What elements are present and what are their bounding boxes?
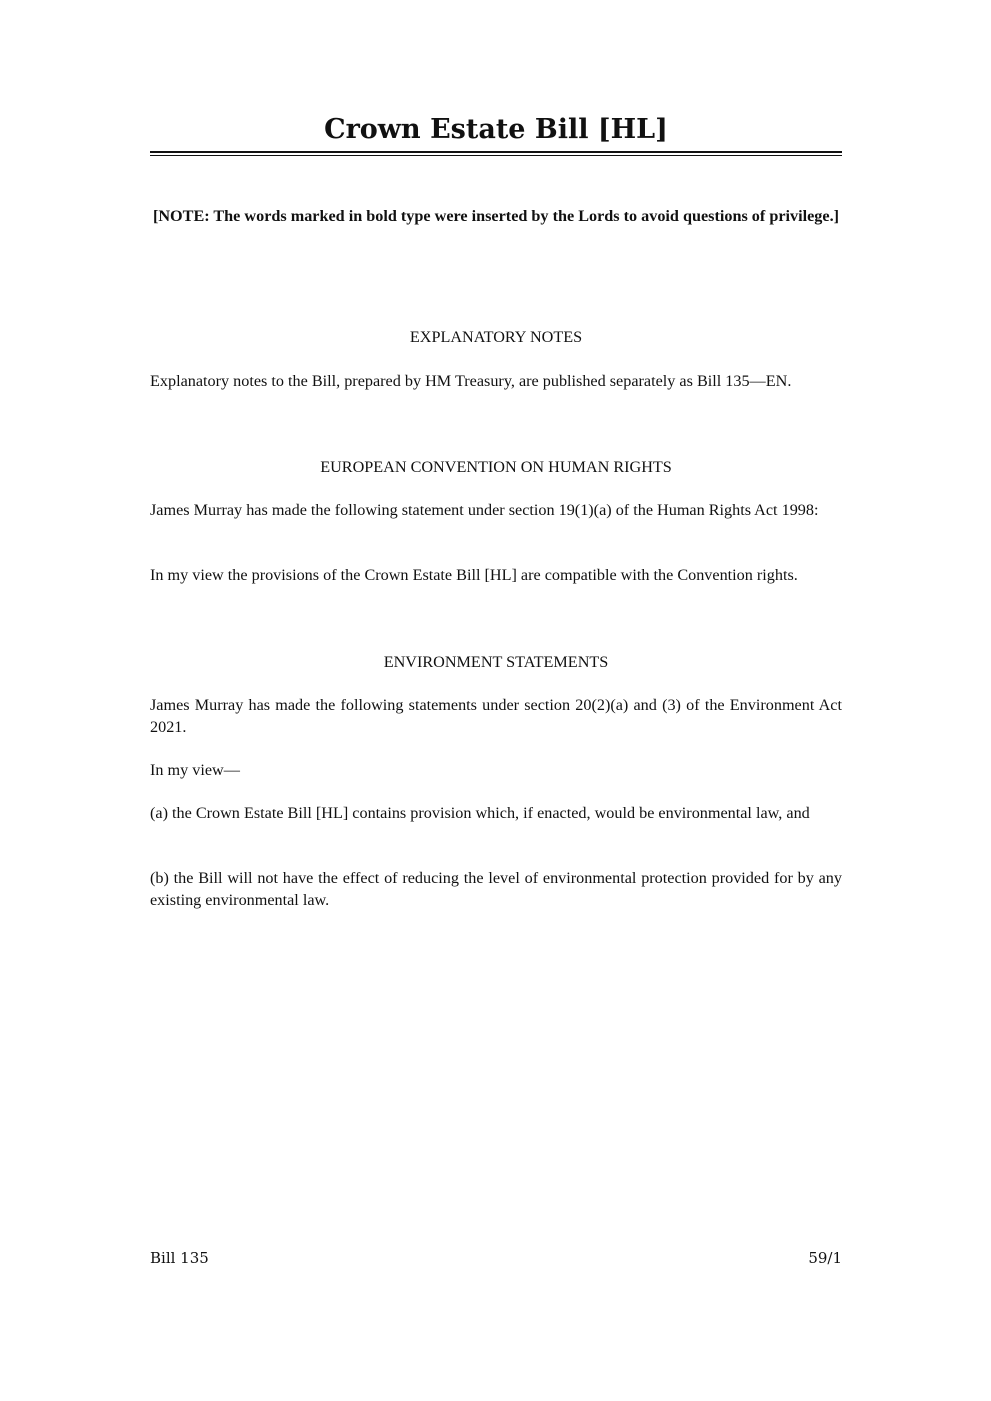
environment-item-a: (a) the Crown Estate Bill [HL] contains provision which, if enacted, would be environmental law, and — [150, 804, 810, 822]
heading-explanatory-notes: EXPLANATORY NOTES — [409, 328, 583, 346]
document-page — [150, 0, 842, 1401]
document-title: Crown Estate Bill [HL] — [324, 114, 668, 145]
footer-page-ref: 59/1 — [808, 1249, 842, 1267]
footer-bill-number: Bill 135 — [150, 1249, 209, 1267]
echr-view-paragraph: In my view the provisions of the Crown Estate Bill [HL] are compatible with the Convention rights. — [150, 566, 798, 584]
environment-statement-paragraph: James Murray has made the following statements under section 20(2)(a) and (3) of the Environment Act 2021. — [150, 696, 842, 736]
title-rule-thick — [150, 151, 842, 153]
privilege-note: [NOTE: The words marked in bold type were inserted by the Lords to avoid questions of privilege.] — [152, 207, 840, 225]
echr-statement-paragraph: James Murray has made the following statement under section 19(1)(a) of the Human Rights Act 1998: — [150, 501, 819, 519]
explanatory-notes-paragraph: Explanatory notes to the Bill, prepared by HM Treasury, are published separately as Bill 135—EN. — [150, 372, 792, 390]
environment-view-paragraph: In my view— — [150, 761, 240, 779]
environment-item-b: (b) the Bill will not have the effect of reducing the level of environmental protection provided for by any existing environmental law. — [150, 869, 842, 909]
title-rule-thin — [150, 155, 842, 156]
heading-echr: EUROPEAN CONVENTION ON HUMAN RIGHTS — [320, 458, 672, 476]
heading-environment-statements: ENVIRONMENT STATEMENTS — [383, 653, 609, 671]
